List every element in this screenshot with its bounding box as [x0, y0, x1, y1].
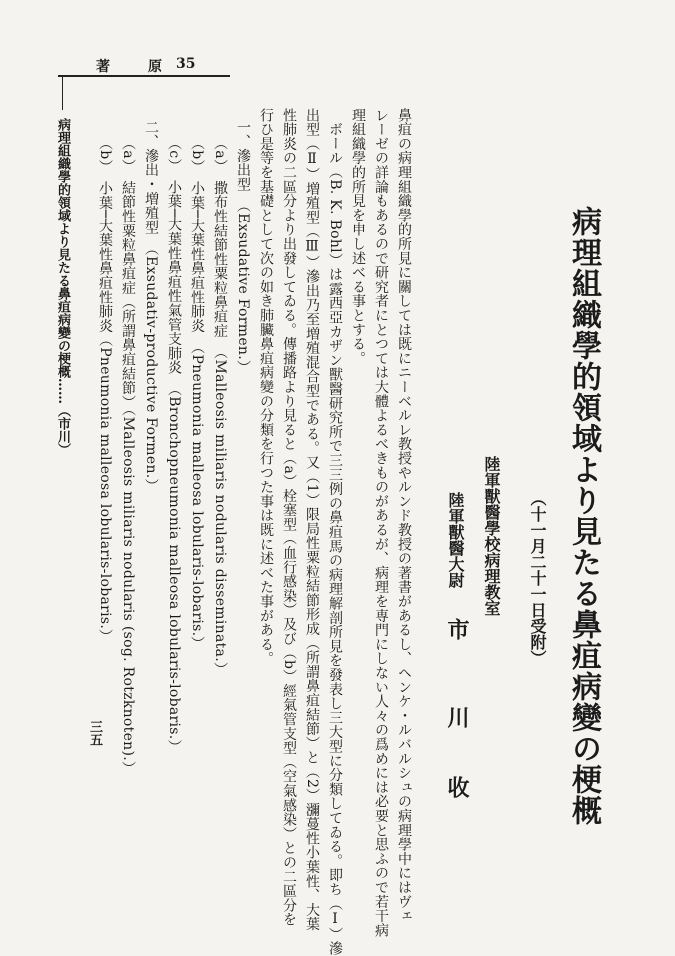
body-line: 鼻疽の病理組織學的所見に關しては既にニーベルレ教授やルンド教授の著書があるし、ヘンケ・ルバルシュの病理學中にはヴェ — [396, 108, 412, 924]
header-left-label: 著 — [96, 59, 110, 75]
sidebar-rule — [62, 76, 63, 110]
author-given-name-1: 川 — [444, 706, 470, 728]
article-title: 病理組織學的領域より見たる鼻疽病變の梗概 — [566, 206, 601, 826]
body-line: 性肺炎の二區分より出發してゐる。傳播路より見ると（a）栓塞型（血行感染）及び（b）經氣管支型（空氣感染）との二區分を — [281, 108, 297, 927]
header-rule — [58, 75, 230, 77]
body-line: 出型（Ⅱ）増殖型（Ⅲ）滲出乃至増殖混合型である。又（1）限局性粟粒結節形成（所謂鼻疽結節）と（2）瀰蔓性小葉性、大葉 — [304, 108, 320, 932]
body-line: ボール（B. K. Bohl）は露西亞カザン獸醫研究所で三三例の鼻疽馬の病理解剖所見を發表し三大型に分類してゐる。即ち（Ⅰ）滲 — [327, 122, 343, 956]
body-line: （a） 撒布性結節性粟粒鼻疽症 （Malleosis miliaris nodularis disseminata.） — [212, 136, 228, 677]
author-given-name-2: 收 — [444, 776, 470, 798]
body-line: 行ひ是等を基礎として次の如き肺臟鼻疽病變の分類を行つた事は既に述べた事がある。 — [258, 108, 274, 666]
body-line: （a） 結節性粟粒鼻疽症（所謂鼻疽結節）（Malleosis miliaris nodularis (sog. Rotzknoten).） — [120, 136, 136, 776]
page-number: 35 — [176, 56, 196, 72]
author-family-name: 市 — [444, 618, 470, 640]
page-number-kanji: 三五 — [87, 720, 102, 746]
section-heading: 一、滲出型 （Exsudative Formen.） — [235, 120, 251, 375]
body-line: 理組織學的所見を申し述べる事とする。 — [350, 108, 366, 366]
header-middle-label: 原 — [148, 59, 162, 75]
section-heading: 二、滲出・増殖型 （Exsudativ-productive Formen.） — [143, 120, 159, 493]
body-line: （b） 小葉─大葉性鼻疽性肺炎（Pneumonia malleosa lobularis-lobaris.） — [97, 136, 113, 644]
body-line: レーゼの詳論もあるので研究者にとつては大體よるべきものがあるが、病理を専門にしない人々の爲めには必要と思ふので若干病 — [373, 108, 389, 938]
body-line: （c） 小葉─大葉性鼻疽性氣管支肺炎 （Bronchopneumonia malleosa lobularis-lobaris.） — [166, 136, 182, 754]
author-rank: 陸軍獸醫大尉 — [446, 492, 465, 588]
sidebar-caption: 病理組織學的領域より見たる鼻疽病變の梗概……（市川） — [55, 118, 70, 456]
received-date: （十一月二十一日受附） — [528, 490, 547, 666]
body-line: （b） 小葉─大葉性鼻疽性肺炎 （Pneumonia malleosa lobularis-lobaris.） — [189, 136, 205, 651]
author-affiliation: 陸軍獸醫學校病理教室 — [482, 456, 501, 616]
